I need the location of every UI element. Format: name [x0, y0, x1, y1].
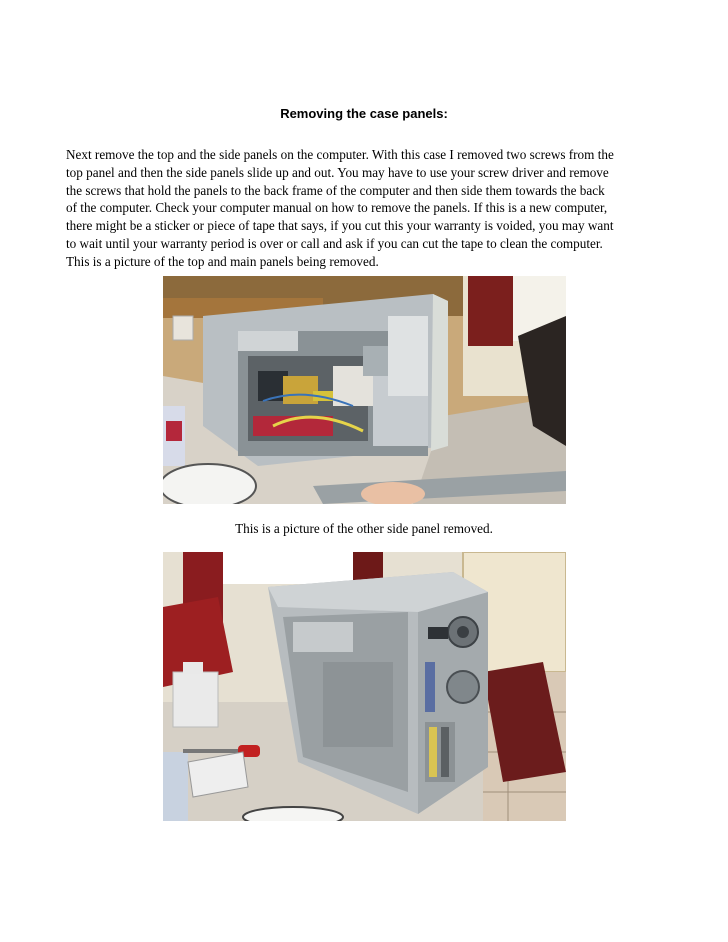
paragraph-line: top panel and then the side panels slide up and out. You may have to use your screw driver and remove	[66, 164, 609, 180]
paragraph-line: Next remove the top and the side panels on the computer. With this case I removed two screws from the	[66, 147, 614, 162]
paragraph-line: to wait until your warranty period is over or call and ask if you can cut the tape to clean the computer.	[66, 235, 603, 251]
photo-caption: This is a picture of the other side panel removed.	[235, 521, 493, 536]
paragraph-line: of the computer. Check your computer manual on how to remove the panels. If this is a new computer,	[66, 200, 608, 216]
body-paragraph	[66, 146, 670, 271]
paragraph-line: This is a picture of the top and main panels being removed.	[66, 253, 379, 269]
paragraph-line: the screws that hold the panels to the back frame of the computer and then side them towards the back	[66, 182, 605, 198]
paragraph-line: there might be a sticker or piece of tape that says, if you cut this your warranty is voided, you may want	[66, 218, 614, 234]
photo-side-panel-removed	[163, 552, 566, 821]
photo-case-panels-removed	[163, 276, 566, 504]
section-heading: Removing the case panels:	[280, 106, 448, 121]
